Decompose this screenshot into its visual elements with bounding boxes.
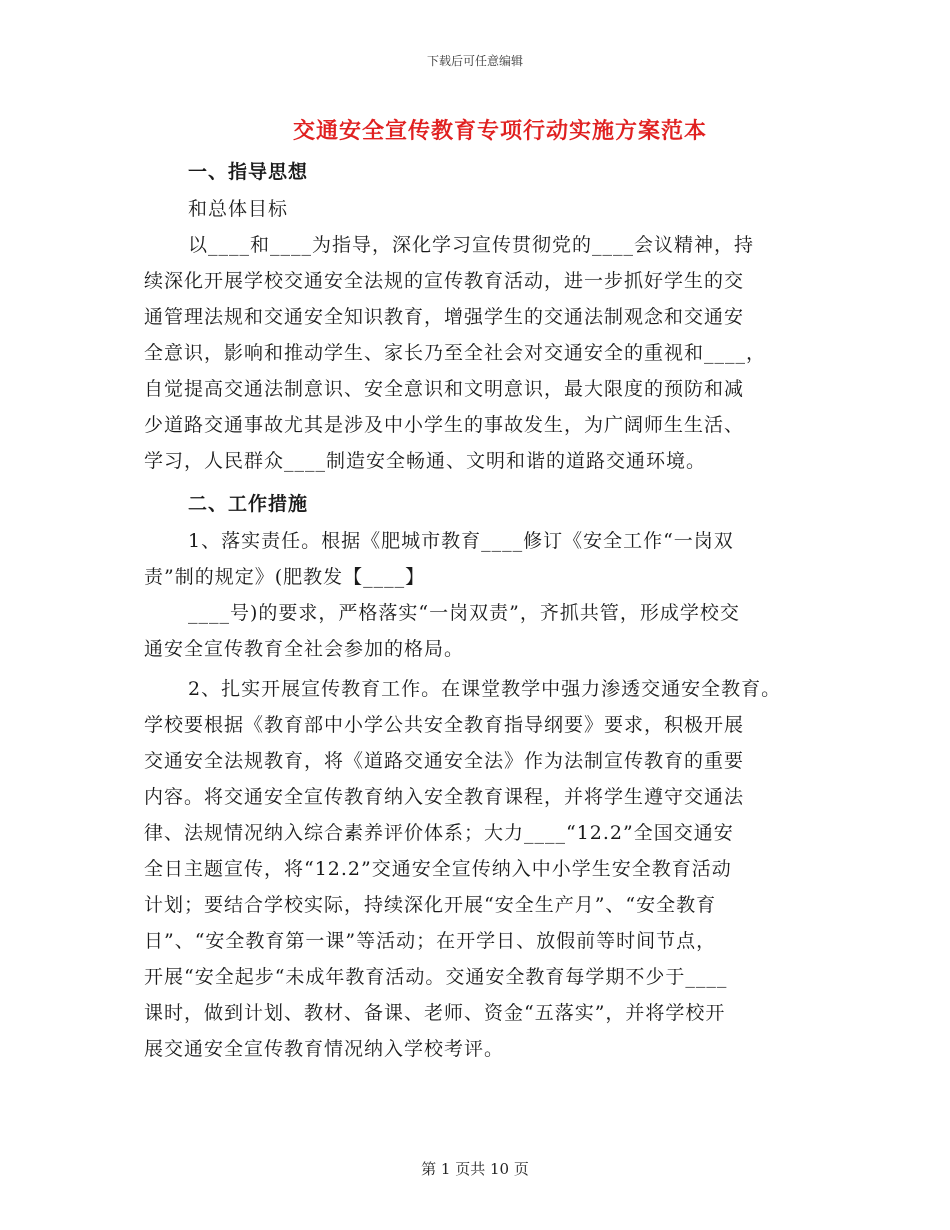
- paragraph-line: 以____和____为指导，深化学习宣传贯彻党的____会议精神，持: [188, 234, 755, 256]
- header-note: 下载后可任意编辑: [426, 54, 523, 68]
- paragraph-line: 学校要根据《教育部中小学公共安全教育指导纲要》要求，积极开展: [144, 714, 745, 736]
- paragraph-line: 律、法规情况纳入综合素养评价体系；大力____“12.2”全国交通安: [144, 822, 734, 844]
- paragraph-line: 通安全宣传教育全社会参加的格局。: [144, 638, 465, 660]
- page-number-footer: 第 1 页共 10 页: [421, 1160, 529, 1178]
- paragraph-line: 计划；要结合学校实际，持续深化开展“安全生产月”、“安全教育: [144, 894, 717, 916]
- paragraph-line: 日”、“安全教育第一课”等活动；在开学日、放假前等时间节点，: [144, 930, 717, 952]
- paragraph-line: 课时，做到计划、教材、备课、老师、资金“五落实”，并将学校开: [144, 1002, 726, 1024]
- paragraph-line: 全日主题宣传，将“12.2”交通安全宣传纳入中小学生安全教育活动: [144, 858, 732, 880]
- paragraph-line: 交通安全法规教育，将《道路交通安全法》作为法制宣传教育的重要: [144, 750, 745, 772]
- section-heading-guiding-ideology: 一、指导思想: [188, 161, 309, 183]
- document-title: 交通安全宣传教育专项行动实施方案范本: [292, 118, 707, 144]
- paragraph-line: 少道路交通事故尤其是涉及中小学生的事故发生，为广阔师生生活、: [144, 414, 745, 436]
- paragraph-line: 内容。将交通安全宣传教育纳入安全教育课程，并将学生遵守交通法: [144, 786, 745, 808]
- paragraph-line: 通管理法规和交通安全知识教育，增强学生的交通法制观念和交通安: [144, 306, 745, 328]
- paragraph-line: 开展“安全起步“未成年教育活动。交通安全教育每学期不少于____: [144, 966, 728, 988]
- paragraph-line: 2、扎实开展宣传教育工作。在课堂教学中强力渗透交通安全教育。: [188, 678, 782, 700]
- paragraph-line: 责”制的规定》(肥教发【____】: [144, 566, 426, 588]
- paragraph-line: ____号)的要求，严格落实“一岗双责”，齐抓共管，形成学校交: [188, 602, 740, 624]
- paragraph-line: 和总体目标: [188, 198, 289, 220]
- paragraph-line: 学习，人民群众____制造安全畅通、文明和谐的道路交通环境。: [144, 450, 707, 472]
- paragraph-line: 展交通安全宣传教育情况纳入学校考评。: [144, 1038, 505, 1060]
- paragraph-line: 全意识，影响和推动学生、家长乃至全社会对交通安全的重视和____，: [144, 342, 767, 364]
- paragraph-line: 自觉提高交通法制意识、安全意识和文明意识，最大限度的预防和减: [144, 378, 745, 400]
- paragraph-line: 续深化开展学校交通安全法规的宣传教育活动，进一步抓好学生的交: [144, 270, 745, 292]
- section-heading-work-measures: 二、工作措施: [188, 493, 309, 515]
- paragraph-line: 1、落实责任。根据《肥城市教育____修订《安全工作“一岗双: [188, 530, 734, 552]
